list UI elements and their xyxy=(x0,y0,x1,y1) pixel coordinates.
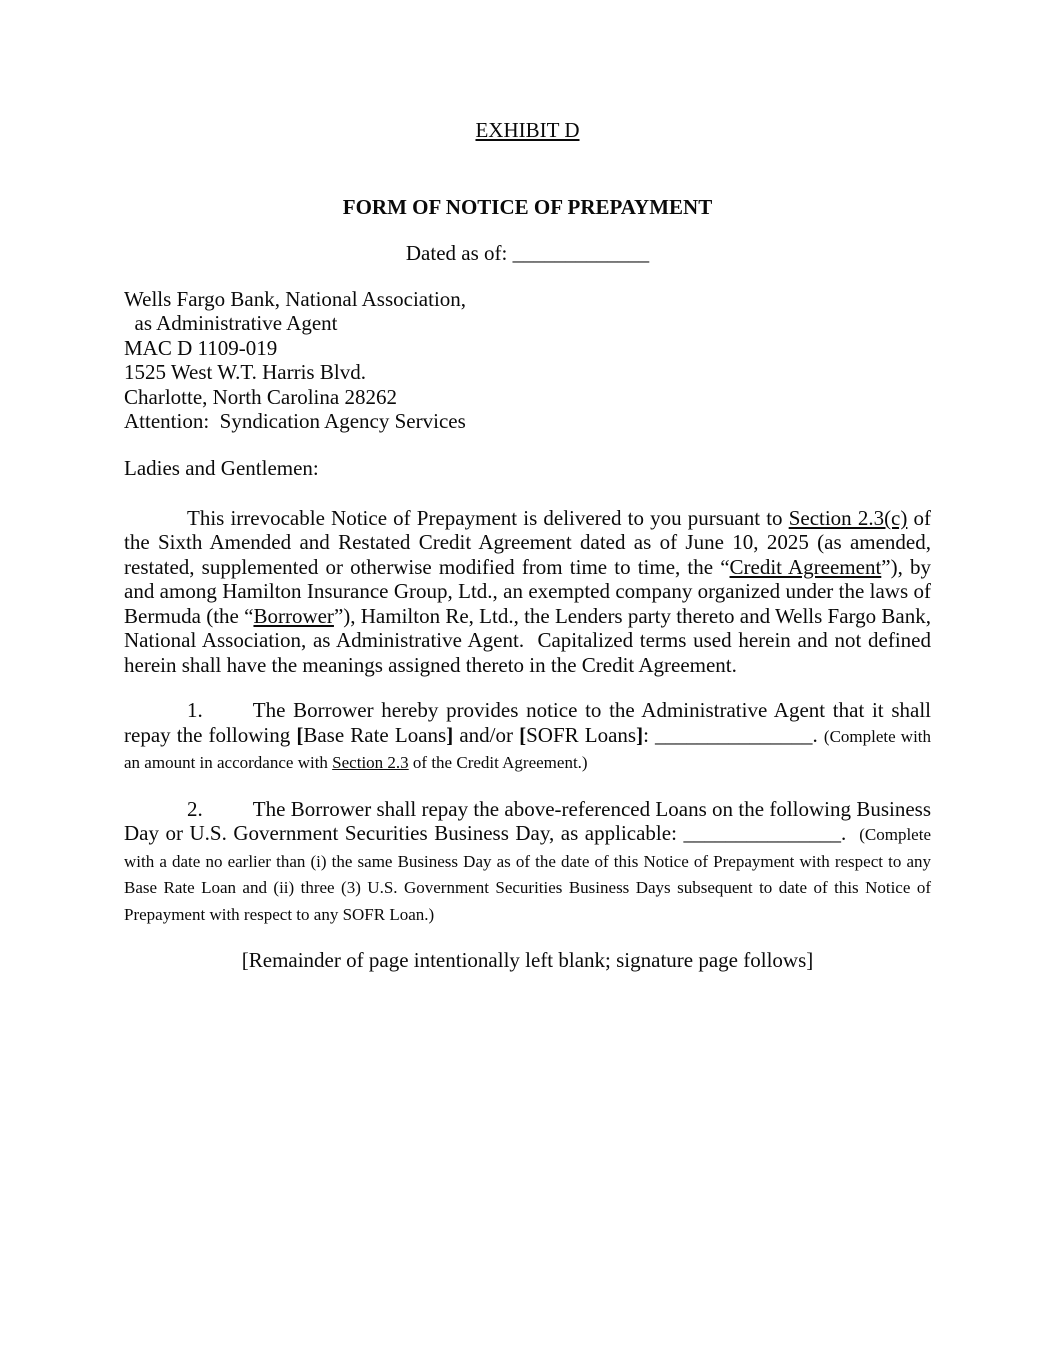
paragraph-2-text: . xyxy=(840,821,860,846)
address-line: Wells Fargo Bank, National Association, xyxy=(124,287,467,311)
paragraph-2-instruction: (Complete with a date no earlier than (i) the same Business Day as of the date of this Notice of Prepayment with respect to any Base Rate Loan and (ii) three (3) U.S. Government Securities Business Days subsequent to date of this Notice of Prepayment with respect to any SOFR Loan.) xyxy=(124,825,931,924)
section-2-3c-reference: Section 2.3(c) xyxy=(788,505,908,530)
address-line: 1525 West W.T. Harris Blvd. xyxy=(124,360,366,385)
paragraph-1-text: . xyxy=(812,722,824,747)
salutation: Ladies and Gentlemen: xyxy=(124,456,319,481)
date-blank: _______________ xyxy=(683,821,841,846)
form-heading: FORM OF NOTICE OF PREPAYMENT xyxy=(342,195,713,219)
paragraph-2-text: The Borrower shall repay the above-referenced Loans on the following Business Day or U.S. Government Securities Business Day, as applicable: xyxy=(124,796,931,846)
borrower-term: Borrower xyxy=(253,603,334,628)
intro-text: This irrevocable Notice of Prepayment is delivered to you pursuant to xyxy=(187,505,789,530)
intro-text: of the Sixth Amended and Restated Credit Agreement dated as of June 10, 2025 (as amended, restated, supplemented or otherwise modified from time to time, the “ xyxy=(124,505,932,579)
paragraph-1-instruction: of the Credit Agreement.) xyxy=(408,753,588,773)
paragraph-2 xyxy=(124,797,931,928)
base-rate-loans-option: Base Rate Loans xyxy=(303,722,447,747)
paragraph-1-number: 1. xyxy=(187,698,203,723)
intro-paragraph xyxy=(124,506,931,678)
recipient-address-block xyxy=(124,287,931,433)
dated-line xyxy=(124,241,931,266)
open-bracket: [ xyxy=(296,722,304,747)
credit-agreement-term: Credit Agreement xyxy=(729,554,882,579)
close-bracket: ] xyxy=(636,722,644,747)
dated-blank: _____________ xyxy=(512,241,650,265)
paragraph-1-text: The Borrower hereby provides notice to the Administrative Agent that it shall repay the following xyxy=(124,698,931,747)
address-line: MAC D 1109-019 xyxy=(124,335,278,360)
section-2-3-reference: Section 2.3 xyxy=(332,753,409,773)
paragraph-2-number: 2. xyxy=(187,796,203,821)
paragraph-1 xyxy=(124,698,931,776)
close-bracket: ] xyxy=(446,722,454,747)
sofr-loans-option: SOFR Loans xyxy=(526,722,637,747)
amount-blank: _______________ xyxy=(655,722,813,747)
address-line: as Administrative Agent xyxy=(124,311,338,336)
address-line: Charlotte, North Carolina 28262 xyxy=(124,384,397,409)
paragraph-1-instruction: (Complete with an amount in accordance with xyxy=(124,726,932,773)
remainder-notice: [Remainder of page intentionally left blank; signature page follows] xyxy=(241,948,814,973)
open-bracket: [ xyxy=(519,722,527,747)
dated-label: Dated as of: xyxy=(405,241,513,265)
paragraph-1-text: and/or xyxy=(453,722,520,747)
intro-text: ”), Hamilton Re, Ltd., the Lenders party thereto and Wells Fargo Bank, National Association, as Administrative Agent. Capitalized terms used herein and not defined herein shall have the meanings assigned thereto in the Credit Agreement. xyxy=(124,603,931,677)
address-line: Attention: Syndication Agency Services xyxy=(124,409,466,434)
intro-text: ”), by and among Hamilton Insurance Group, Ltd., an exempted company organized under the laws of Bermuda (the “ xyxy=(124,554,931,628)
paragraph-1-text: : xyxy=(643,722,656,747)
exhibit-title: EXHIBIT D xyxy=(475,118,580,142)
